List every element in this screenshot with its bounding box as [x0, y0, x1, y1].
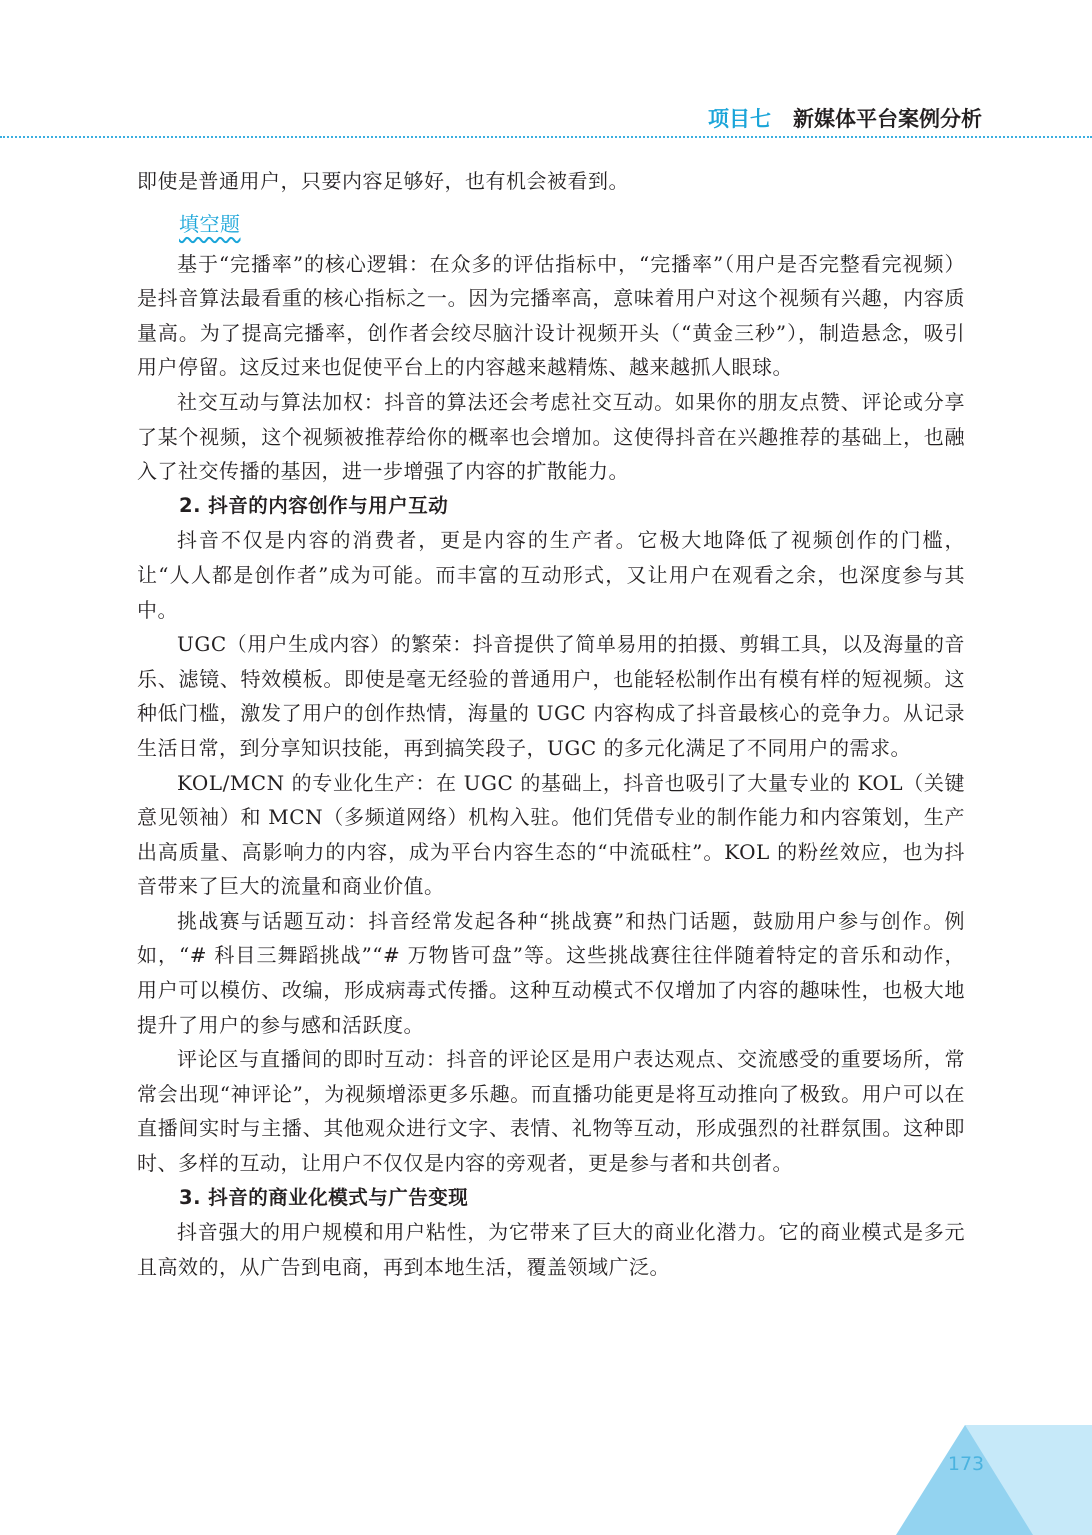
section-label-fill-blank: 填空题 [179, 211, 241, 236]
intro-line: 即使是普通用户，只要内容足够好，也有机会被看到。 [137, 169, 629, 193]
body-paragraph: KOL/MCN 的专业化生产：在 UGC 的基础上，抖音也吸引了大量专业的 KOL（关键意见领袖）和 MCN（多频道网络）机构入驻。他们凭借专业的制作能力和内容策划，生产出高质量、高影响力的内容，成为平台内容生态的“中流砥柱”。KOL 的粉丝效应，也为抖音带来了巨大的流量和商业价值。 [137, 770, 965, 899]
subheading-3: 3. 抖音的商业化模式与广告变现 [179, 1185, 469, 1209]
chapter-title: 新媒体平台案例分析 [793, 107, 982, 131]
page-number: 173 [947, 1453, 985, 1475]
body-paragraph: 基于“完播率”的核心逻辑：在众多的评估指标中，“完播率”（用户是否完整看完视频）是抖音算法最看重的核心指标之一。因为完播率高，意味着用户对这个视频有兴趣，内容质量高。为了提高完播率，创作者会绞尽脑汁设计视频开头（“黄金三秒”），制造悬念，吸引用户停留。这反过来也促使平台上的内容越来越精炼、越来越抓人眼球。 [137, 251, 965, 380]
body-paragraph: 评论区与直播间的即时互动：抖音的评论区是用户表达观点、交流感受的重要场所，常常会出现“神评论”，为视频增添更多乐趣。而直播功能更是将互动推向了极致。用户可以在直播间实时与主播、其他观众进行文字、表情、礼物等互动，形成强烈的社群氛围。这种即时、多样的互动，让用户不仅仅是内容的旁观者，更是参与者和共创者。 [137, 1047, 965, 1176]
body-paragraph: UGC（用户生成内容）的繁荣：抖音提供了简单易用的拍摄、剪辑工具，以及海量的音乐、滤镜、特效模板。即使是毫无经验的普通用户，也能轻松制作出有模有样的短视频。这种低门槛，激发了用户的创作热情，海量的 UGC 内容构成了抖音最核心的竞争力。从记录生活日常，到分享知识技能，再到搞笑段子，UGC 的多元化满足了不同用户的需求。 [137, 632, 965, 760]
subheading-2: 2. 抖音的内容创作与用户互动 [179, 493, 449, 517]
body-paragraph: 抖音强大的用户规模和用户粘性，为它带来了巨大的商业化潜力。它的商业模式是多元且高效的，从广告到电商，再到本地生活，覆盖领域广泛。 [137, 1220, 965, 1279]
chapter-label: 项目七 [708, 107, 771, 131]
body-paragraph: 抖音不仅是内容的消费者，更是内容的生产者。它极大地降低了视频创作的门槛，让“人人都是创作者”成为可能。而丰富的互动形式，又让用户在观看之余，也深度参与其中。 [137, 528, 965, 622]
body-paragraph: 社交互动与算法加权：抖音的算法还会考虑社交互动。如果你的朋友点赞、评论或分享了某个视频，这个视频被推荐给你的概率也会增加。这使得抖音在兴趣推荐的基础上，也融入了社交传播的基因，进一步增强了内容的扩散能力。 [137, 389, 965, 484]
body-paragraph: 挑战赛与话题互动：抖音经常发起各种“挑战赛”和热门话题，鼓励用户参与创作。例如，“# 科目三舞蹈挑战”“# 万物皆可盘”等。这些挑战赛往往伴随着特定的音乐和动作，用户可以模仿、改编，形成病毒式传播。这种互动模式不仅增加了内容的趣味性，也极大地提升了用户的参与感和活跃度。 [137, 908, 965, 1037]
